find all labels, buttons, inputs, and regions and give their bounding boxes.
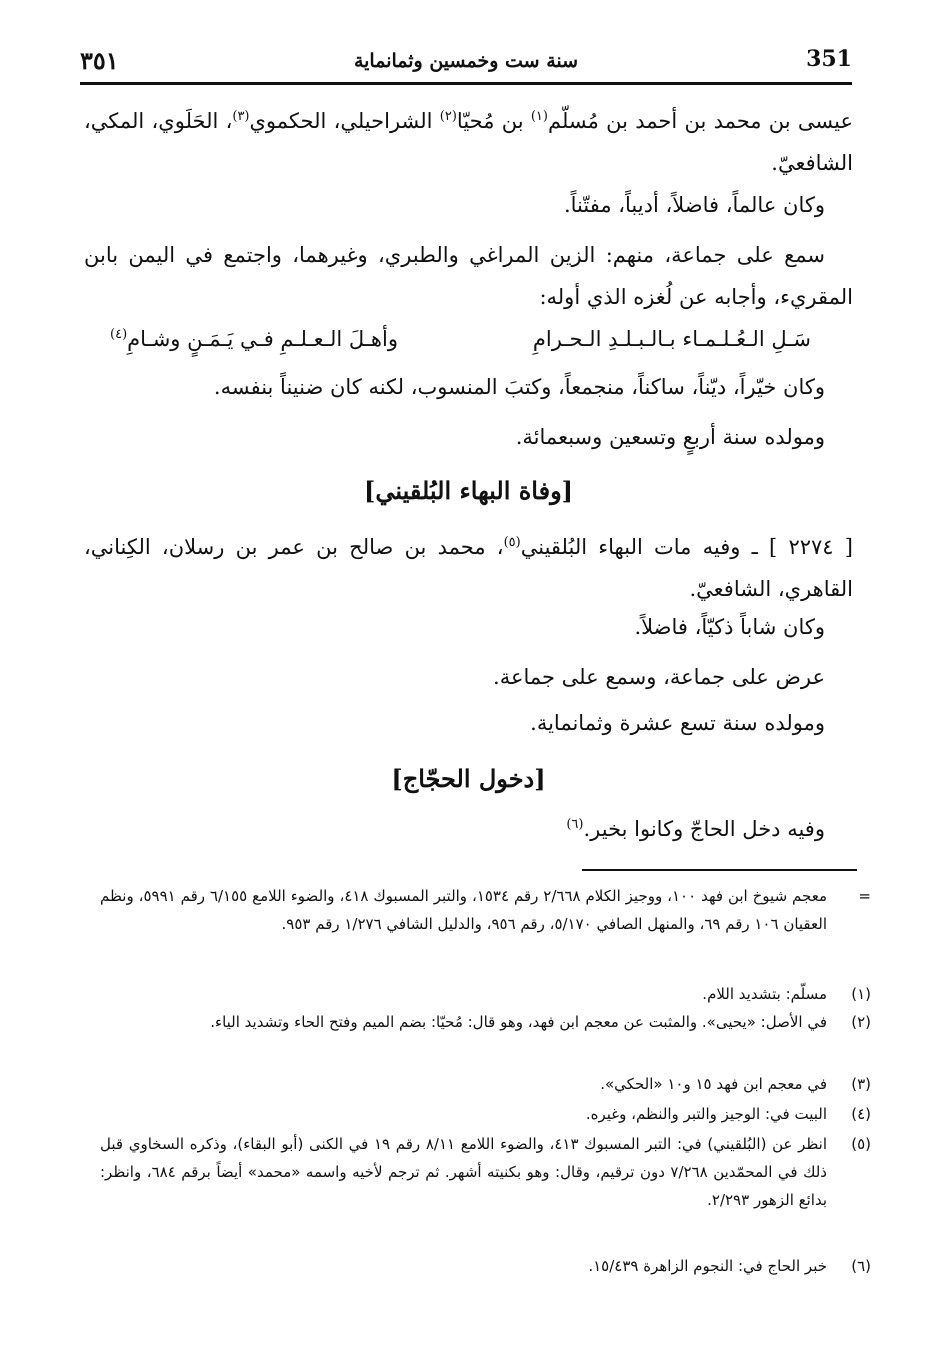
paragraph-9: ومولده سنة تسع عشرة وثمانماية. <box>530 711 825 735</box>
running-title: سنة ست وخمسين وثمانماية <box>353 50 579 72</box>
footnote-3 <box>100 1070 871 1098</box>
footnote-ref-6: (٦) <box>566 817 584 832</box>
footnote-text: مسلّم: بتشديد اللام. <box>702 985 827 1003</box>
paragraph-7: وكان شاباً ذكيّاً، فاضلاً. <box>634 615 825 639</box>
para1-mid1: بن مُحيّا <box>456 109 531 133</box>
entry-number: [ ٢٢٧٤ ] ـ <box>751 535 853 559</box>
paragraph-3: سمع على جماعة، منهم: الزين المراغي والطبري، وغيرهما، واجتمع في اليمن بابن المقريء، وأجابه عن لُغزه الذي أوله: <box>84 243 853 309</box>
footnote-1 <box>100 980 871 1008</box>
page-number-arabic: ٣٥١ <box>80 46 119 75</box>
paragraph-biography-name <box>84 100 853 184</box>
footnote-5 <box>100 1130 871 1214</box>
verse-first-hemistich: سَـلِ الـعُـلـمـاء بـالـبـلـدِ الـحـرامِ <box>532 327 811 351</box>
footnote-ref-3: (٣) <box>232 109 250 124</box>
footnote-text: البيت في: الوجيز والتبر والنظم، وغيره. <box>585 1105 827 1123</box>
footnote-marker: (٥) <box>851 1135 871 1153</box>
footnote-ref-2: (٢) <box>439 109 457 124</box>
footnote-ref-4: (٤) <box>110 327 128 342</box>
footnote-text: معجم شيوخ ابن فهد ١٠٠، ووجيز الكلام ٢/٦٦٨ رقم ١٥٣٤، والتبر المسبوك ٤١٨، والضوء اللامع ٦/١٥٥ رقم ٥٩٩١، ونظم العقيان ١٠٦ رقم ٦٩، والمنهل الصافي ٥/١٧٠، رقم ٩٥٦، والدليل الشافي ١/٢٧٦ رقم ٩٥٣. <box>100 887 827 933</box>
footnote-6 <box>100 1252 871 1280</box>
page-header <box>80 42 852 82</box>
para1-text: عيسى بن محمد بن أحمد بن مُسلّم <box>547 109 853 133</box>
paragraph-5: ومولده سنة أربعٍ وتسعين وسبعمائة. <box>515 425 825 449</box>
page-number-latin: 351 <box>806 46 852 72</box>
section-heading-death: [وفاة البهاء البُلقيني] <box>363 476 574 505</box>
footnote-separator <box>582 869 857 871</box>
footnote-text: انظر عن (البُلقيني) في: التبر المسبوك ٤١٣، والضوء اللامع ٨/١١ رقم ١٩ في الكنى (أبو البقاء)، وذكره السخاوي قبل ذلك في المحمّدين ٧/٢٦٨ دون ترقيم، وقال: وهو بكنيته أشهر. ثم ترجم لأخيه واسمه «محمد» أيضاً برقم ٦٨٤، وانظر: بدائع الزهور ٢/٢٩٣. <box>100 1135 828 1209</box>
footnote-text: في الأصل: «يحيى». والمثبت عن معجم ابن فهد، وهو قال: مُحيّا: بضم الميم وفتح الحاء وتشديد الياء. <box>210 1013 827 1031</box>
section-heading-pilgrims: [دخول الحجّاج] <box>391 764 546 793</box>
footnote-4 <box>100 1100 871 1128</box>
para10-text: وفيه دخل الحاجّ وكانوا بخير. <box>583 817 825 841</box>
footnote-ref-1: (١) <box>530 109 548 124</box>
footnote-marker: (١) <box>851 985 871 1003</box>
para6-end: ، محمد بن صالح بن عمر بن رسلان، الكِناني، القاهري، الشافعيّ. <box>84 535 853 601</box>
paragraph-2: وكان عالماً، فاضلاً، أديباً، مفتّناً. <box>563 193 825 217</box>
poem-verse <box>110 318 811 360</box>
footnote-continuation <box>100 882 871 938</box>
header-rule <box>80 82 852 85</box>
paragraph-4: وكان خيّراً، ديّناً، ساكناً، منجمعاً، وكتبَ المنسوب، لكنه كان ضنيناً بنفسه. <box>213 375 825 399</box>
footnote-text: خبر الحاج في: النجوم الزاهرة ١٥/٤٣٩. <box>588 1257 827 1275</box>
paragraph-10 <box>84 808 853 850</box>
footnote-marker: = <box>858 887 871 905</box>
paragraph-8: عرض على جماعة، وسمع على جماعة. <box>493 665 825 689</box>
footnote-marker: (٦) <box>851 1257 871 1275</box>
footnote-2 <box>100 1008 871 1036</box>
para6-start: وفيه مات البهاء البُلقيني <box>520 535 752 559</box>
verse-second-hemistich: وأهـلَ الـعـلـمِ فـي يَـمَـنٍ وشـامِ <box>127 327 398 351</box>
verse-second-hemistich-wrap <box>110 318 398 360</box>
para1-end: ، الحَلَوي، المكي، الشافعيّ. <box>84 109 853 175</box>
para1-mid2: الشراحيلي، الحكموي <box>249 109 440 133</box>
footnote-marker: (٢) <box>851 1013 871 1031</box>
entry-2274 <box>84 526 853 610</box>
footnote-marker: (٣) <box>851 1075 871 1093</box>
footnote-marker: (٤) <box>851 1105 871 1123</box>
footnote-text: في معجم ابن فهد ١٥ و١٠ «الحكي». <box>600 1075 827 1093</box>
footnote-ref-5: (٥) <box>503 535 521 550</box>
